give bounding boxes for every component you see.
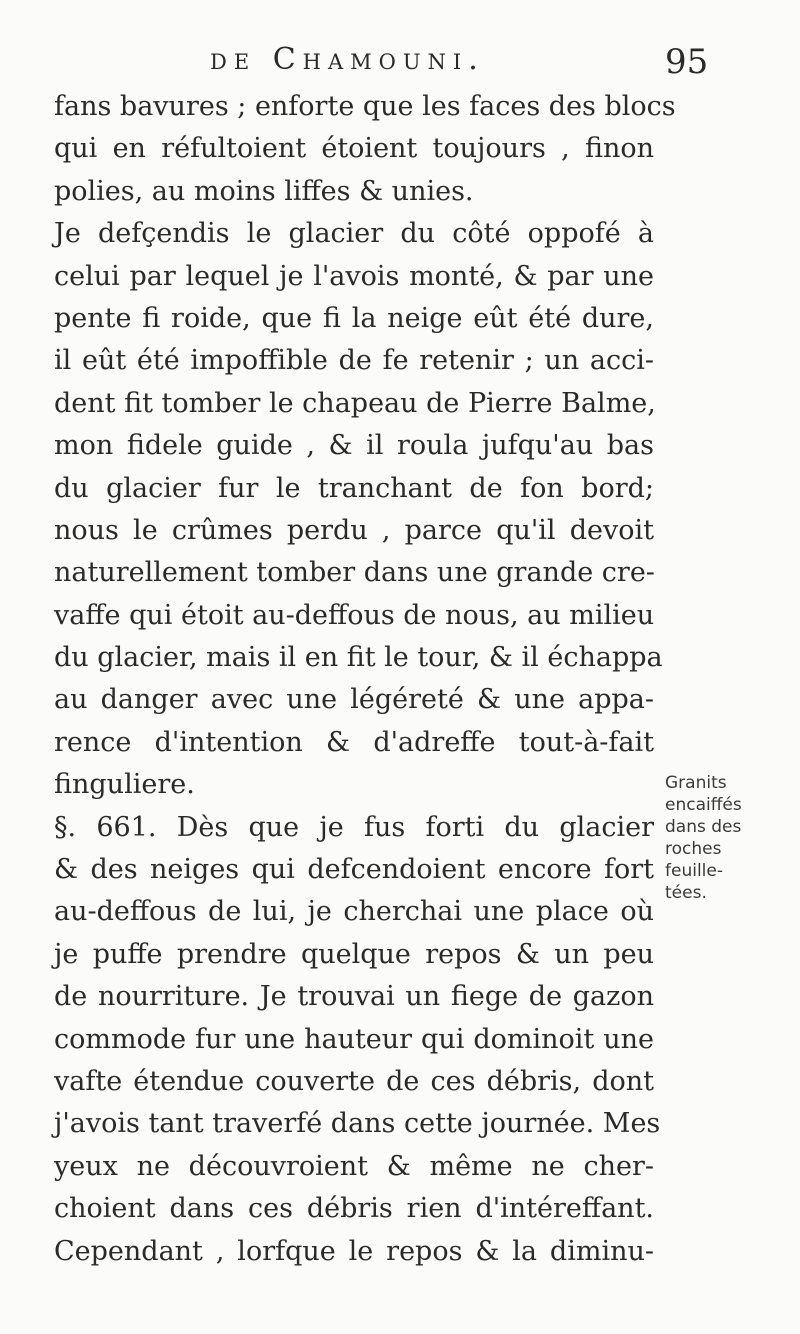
text-line: pente fi roide, que fi la neige eût été dure,: [54, 302, 654, 334]
text-line: vaffe qui étoit au-deffous de nous, au milieu: [54, 599, 655, 631]
text-line: §. 661. Dès que je fus forti du glacier: [54, 811, 654, 843]
margin-note: [665, 772, 795, 904]
margin-note-line: feuille-: [665, 861, 723, 881]
text-line: il eût été impoffible de fe retenir ; un acci-: [54, 345, 654, 377]
text-line: au-deffous de lui, je cherchai une place où: [54, 896, 654, 928]
text-line: du glacier, mais il en fit le tour, & il échappa: [54, 642, 663, 674]
text-line: qui en réfultoient étoient toujours , finon: [54, 133, 654, 165]
text-line: finguliere.: [54, 769, 195, 801]
text-line: Je defçendis le glacier du côté oppofé à: [54, 218, 654, 250]
margin-note-line: encaiffés: [665, 795, 742, 815]
margin-note-line: tées.: [665, 883, 707, 903]
text-line: celui par lequel je l'avois monté, & par une: [54, 260, 654, 292]
text-line: du glacier fur le tranchant de fon bord;: [54, 472, 654, 504]
text-line: choient dans ces débris rien d'intéreffant.: [54, 1193, 654, 1225]
text-line: fans bavures ; enforte que les faces des blocs: [54, 91, 676, 122]
text-line: commode fur une hauteur qui dominoit une: [54, 1023, 654, 1055]
margin-note-line: Granits: [665, 773, 727, 793]
margin-note-line: dans des: [665, 817, 742, 837]
text-line: mon fidele guide , & il roula jufqu'au bas: [54, 430, 654, 462]
text-line: nous le crûmes perdu , parce qu'il devoit: [54, 514, 654, 546]
text-line: j'avois tant traverfé dans cette journée. Mes: [54, 1108, 661, 1140]
text-line: de nourriture. Je trouvai un fiege de gazon: [54, 981, 654, 1013]
text-line: vafte étendue couverte de ces débris, dont: [54, 1065, 654, 1097]
text-line: naturellement tomber dans une grande cre-: [54, 557, 655, 589]
text-line: Cependant , lorfque le repos & la diminu-: [54, 1235, 654, 1267]
text-line: dent fit tomber le chapeau de Pierre Balme,: [54, 387, 656, 419]
text-line: yeux ne découvroient & même ne cher-: [54, 1150, 654, 1182]
text-line: & des neiges qui defcendoient encore fort: [54, 854, 654, 886]
text-line: je puffe prendre quelque repos & un peu: [54, 938, 654, 970]
text-line: rence d'intention & d'adreffe tout-à-fait: [54, 726, 654, 758]
text-line: polies, au moins liffes & unies.: [54, 175, 474, 207]
page-number: 95: [665, 42, 709, 82]
margin-note-line: roches: [665, 839, 722, 859]
page-header: [0, 42, 800, 92]
body-text: [54, 86, 676, 1273]
text-line: au danger avec une légéreté & une appa-: [54, 684, 654, 716]
running-title: de Chamouni.: [210, 42, 485, 77]
